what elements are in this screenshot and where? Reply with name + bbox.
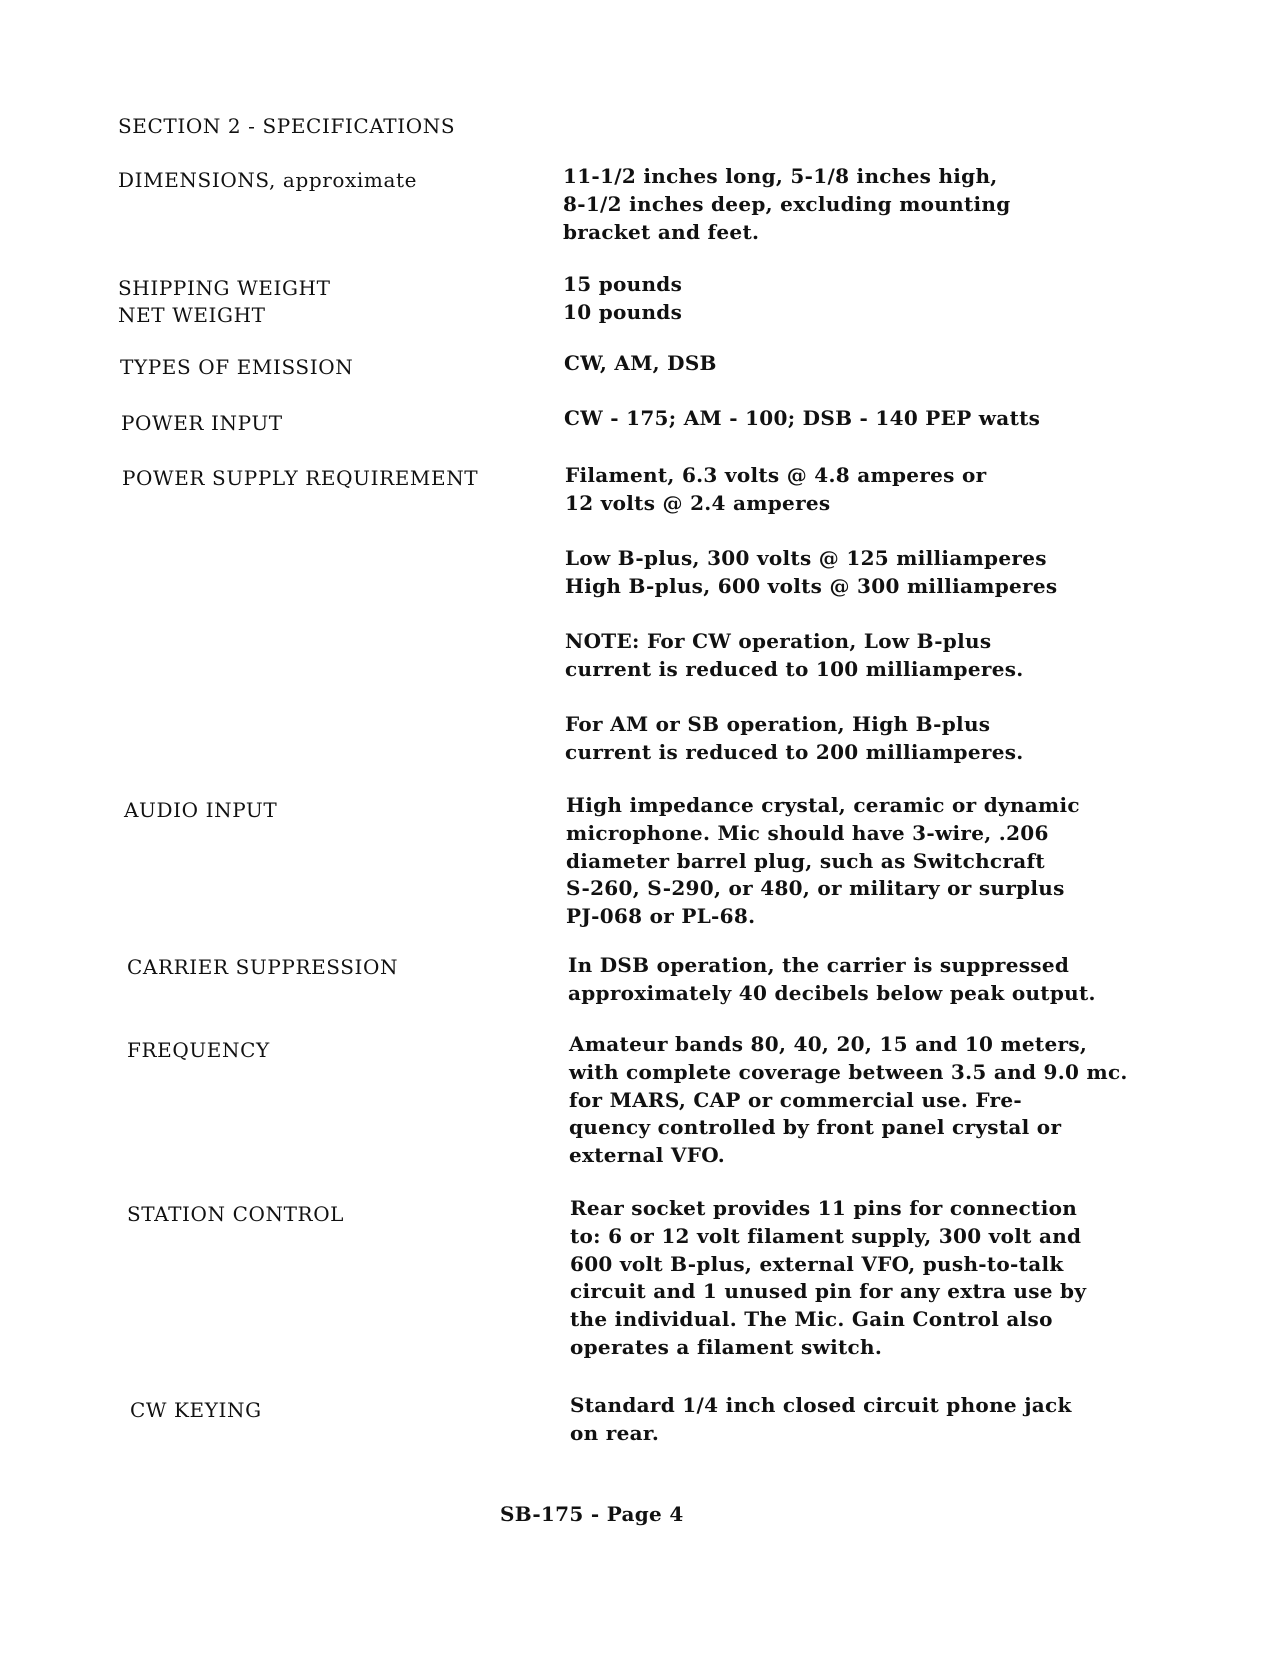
spec-label: TYPES OF EMISSION bbox=[120, 355, 354, 379]
spec-value-line: circuit and 1 unused pin for any extra use by bbox=[570, 1279, 1087, 1304]
spec-label: FREQUENCY bbox=[127, 1038, 270, 1062]
spec-value-line: diameter barrel plug, such as Switchcraft bbox=[566, 848, 1045, 873]
spec-label: POWER SUPPLY REQUIREMENT bbox=[122, 466, 479, 490]
spec-value-line: on rear. bbox=[570, 1420, 660, 1445]
spec-value-line: NOTE: For CW operation, Low B-plus bbox=[565, 629, 992, 653]
spec-value-line: operates a filament switch. bbox=[570, 1335, 883, 1359]
spec-value-line: For AM or SB operation, High B-plus bbox=[565, 712, 991, 736]
spec-value-line: 600 volt B-plus, external VFO, push-to-talk bbox=[570, 1251, 1064, 1276]
spec-value-line: 8-1/2 inches deep, excluding mounting bbox=[563, 191, 1011, 216]
spec-value-line: 11-1/2 inches long, 5-1/8 inches high, bbox=[563, 164, 998, 188]
spec-value-line: CW - 175; AM - 100; DSB - 140 PEP watts bbox=[564, 406, 1041, 430]
page-footer: SB-175 - Page 4 bbox=[500, 1502, 684, 1526]
spec-label: POWER INPUT bbox=[121, 411, 283, 435]
spec-value-line: Filament, 6.3 volts @ 4.8 amperes or bbox=[565, 463, 987, 487]
spec-value-line: quency controlled by front panel crystal or bbox=[569, 1115, 1062, 1140]
spec-label: CARRIER SUPPRESSION bbox=[127, 955, 399, 979]
spec-value-line: High B-plus, 600 volts @ 300 milliamperes bbox=[565, 573, 1058, 598]
spec-label: CW KEYING bbox=[130, 1398, 262, 1422]
spec-value-line: current is reduced to 100 milliamperes. bbox=[565, 656, 1024, 681]
spec-value-line: with complete coverage between 3.5 and 9.0 mc. bbox=[569, 1059, 1128, 1084]
spec-label: AUDIO INPUT bbox=[124, 798, 278, 822]
spec-value-line: 15 pounds bbox=[563, 272, 683, 296]
spec-value-line: Rear socket provides 11 pins for connection bbox=[570, 1196, 1078, 1220]
spec-value-line: current is reduced to 200 milliamperes. bbox=[565, 739, 1024, 764]
spec-label: DIMENSIONS, approximate bbox=[118, 168, 418, 192]
spec-value-line: PJ-068 or PL-68. bbox=[566, 904, 756, 929]
spec-value-line: for MARS, CAP or commercial use. Fre- bbox=[569, 1087, 1023, 1112]
spec-value-line: High impedance crystal, ceramic or dynamic bbox=[566, 793, 1080, 817]
spec-value-line: Standard 1/4 inch closed circuit phone jack bbox=[570, 1393, 1072, 1417]
section-title: SECTION 2 - SPECIFICATIONS bbox=[118, 114, 456, 138]
spec-value-line: Low B-plus, 300 volts @ 125 milliamperes bbox=[565, 546, 1047, 570]
spec-label: SHIPPING WEIGHT bbox=[118, 276, 331, 300]
spec-value-line: CW, AM, DSB bbox=[564, 351, 717, 375]
spec-value-line: microphone. Mic should have 3-wire, .206 bbox=[566, 820, 1049, 845]
spec-value-line: bracket and feet. bbox=[563, 219, 760, 244]
spec-label: NET WEIGHT bbox=[118, 303, 266, 327]
spec-value-line: 10 pounds bbox=[563, 299, 683, 324]
spec-value-line: S-260, S-290, or 480, or military or surplus bbox=[566, 876, 1065, 901]
spec-value-line: external VFO. bbox=[569, 1143, 726, 1168]
spec-label: STATION CONTROL bbox=[127, 1202, 345, 1226]
spec-value-line: 12 volts @ 2.4 amperes bbox=[565, 490, 831, 515]
spec-value-line: Amateur bands 80, 40, 20, 15 and 10 meters, bbox=[569, 1032, 1088, 1056]
spec-value-line: In DSB operation, the carrier is suppressed bbox=[568, 953, 1070, 977]
spec-value-line: approximately 40 decibels below peak output. bbox=[568, 980, 1096, 1005]
spec-value-line: to: 6 or 12 volt filament supply, 300 volt and bbox=[570, 1223, 1082, 1248]
spec-value-line: the individual. The Mic. Gain Control also bbox=[570, 1307, 1053, 1332]
